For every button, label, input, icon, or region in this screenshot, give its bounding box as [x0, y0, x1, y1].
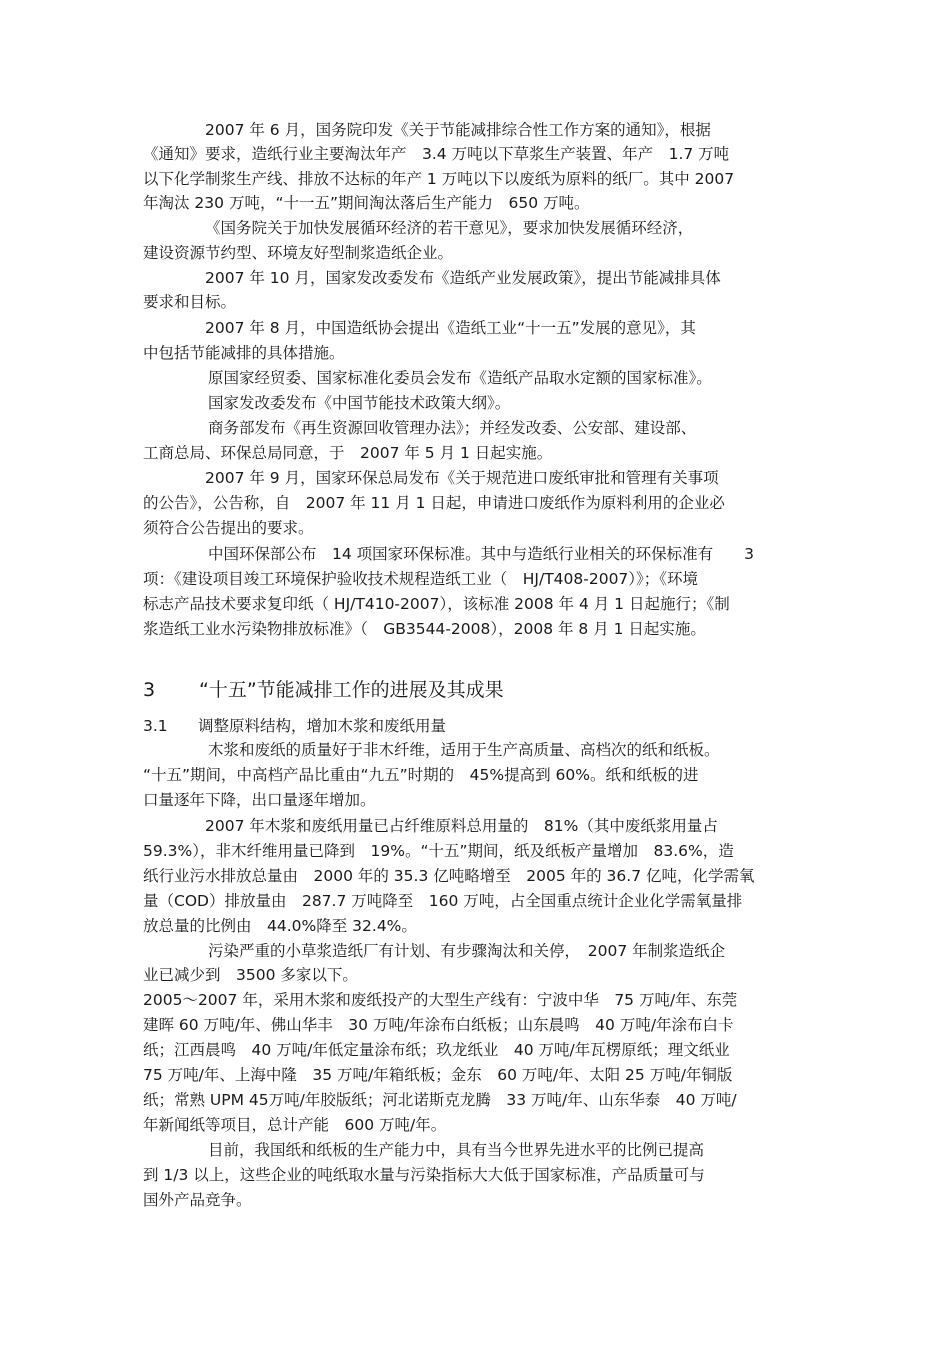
text-line: 2007 年 6 月，国务院印发《关于节能减排综合性工作方案的通知》，根据: [205, 121, 711, 139]
text-line: 《通知》要求，造纸行业主要淘汰年产 3.4 万吨以下草浆生产装置、年产 1.7 万吨: [143, 145, 730, 163]
text-line: 国家发改委发布《中国节能技术政策大纲》。: [208, 394, 511, 412]
text-line: 建晖 60 万吨/年、佛山华丰 30 万吨/年涂布白纸板；山东晨鸣 40 万吨/年涂布白卡: [143, 1016, 734, 1034]
text-line: 的公告》，公告称，自 2007 年 11 月 1 日起，申请进口废纸作为原料利用的企业必: [143, 494, 725, 512]
text-line: 标志产品技术要求复印纸（ HJ/T410-2007），该标准 2008 年 4 月 1 日起施行；《制: [143, 595, 730, 613]
text-line: 2007 年 10 月，国家发改委发布《造纸产业发展政策》，提出节能减排具体: [205, 269, 721, 287]
text-line: 到 1/3 以上，这些企业的吨纸取水量与污染指标大大低于国家标准，产品质量可与: [143, 1166, 705, 1184]
subsection-heading: [143, 714, 446, 738]
text-line: 商务部发布《再生资源回收管理办法》；并经发改委、公安部、建设部、: [208, 419, 697, 437]
text-line: 须符合公告提出的要求。: [143, 519, 314, 537]
text-line: 年淘汰 230 万吨，“十一五”期间淘汰落后生产能力 650 万吨。: [143, 194, 590, 212]
text-line: 纸；常熟 UPM 45万吨/年胶版纸；河北诺斯克龙腾 33 万吨/年、山东华泰 40 万吨/: [143, 1091, 737, 1109]
text-line: 原国家经贸委、国家标准化委员会发布《造纸产品取水定额的国家标准》。: [208, 369, 712, 387]
text-line: 浆造纸工业水污染物排放标准》（ GB3544-2008），2008 年 8 月 1 日起实施。: [143, 620, 706, 638]
text-line: 量（COD）排放量由 287.7 万吨降至 160 万吨，占全国重点统计企业化学需氧量排: [143, 892, 743, 910]
text-line: 中国环保部公布 14 项国家环保标准。其中与造纸行业相关的环保标准有 3: [208, 545, 755, 563]
text-line: 2005～2007 年，采用木浆和废纸投产的大型生产线有：宁波中华 75 万吨/年、东莞: [143, 991, 738, 1009]
text-line: 2007 年木浆和废纸用量已占纤维原料总用量的 81%（其中废纸浆用量占: [205, 817, 718, 835]
text-line: 国外产品竞争。: [143, 1191, 252, 1209]
text-line: 2007 年 9 月，国家环保总局发布《关于规范进口废纸审批和管理有关事项: [205, 469, 719, 487]
section-heading: [143, 676, 504, 704]
text-line: 以下化学制浆生产线、排放不达标的年产 1 万吨以下以废纸为原料的纸厂。其中 2007: [143, 170, 735, 188]
text-line: 污染严重的小草浆造纸厂有计划、有步骤淘汰和关停， 2007 年制浆造纸企: [208, 942, 726, 960]
text-line: 业已减少到 3500 多家以下。: [143, 966, 358, 984]
text-line: 59.3%），非木纤维用量已降到 19%。“十五”期间，纸及纸板产量增加 83.6%，造: [143, 842, 734, 860]
text-line: 中包括节能减排的具体措施。: [143, 344, 345, 362]
text-line: 项：《建设项目竣工环境保护验收技术规程造纸工业（ HJ/T408-2007）》；《环境: [143, 570, 699, 588]
text-line: 2007 年 8 月，中国造纸协会提出《造纸工业“十一五”发展的意见》，其: [205, 319, 696, 337]
text-line: 《国务院关于加快发展循环经济的若干意见》，要求加快发展循环经济，: [205, 219, 694, 237]
section-number: 3: [143, 679, 156, 701]
section-title: “十五”节能减排工作的进展及其成果: [199, 679, 504, 701]
text-line: 木浆和废纸的质量好于非木纤维，适用于生产高质量、高档次的纸和纸板。: [208, 741, 720, 759]
text-line: 要求和目标。: [143, 293, 237, 311]
subsection-number: 3.1: [143, 717, 168, 735]
text-line: 纸行业污水排放总量由 2000 年的 35.3 亿吨略增至 2005 年的 36.7 亿吨，化学需氧: [143, 867, 755, 885]
text-line: 目前，我国纸和纸板的生产能力中，具有当今世界先进水平的比例已提高: [208, 1141, 705, 1159]
subsection-title: 调整原料结构，增加木浆和废纸用量: [198, 717, 447, 735]
text-line: 年新闻纸等项目，总计产能 600 万吨/年。: [143, 1116, 447, 1134]
text-line: “十五”期间，中高档产品比重由“九五”时期的 45%提高到 60%。纸和纸板的进: [143, 766, 699, 784]
text-line: 工商总局、环保总局同意，于 2007 年 5 月 1 日起实施。: [143, 444, 553, 462]
text-line: 75 万吨/年、上海中隆 35 万吨/年箱纸板；金东 60 万吨/年、太阳 25 万吨/年铜版: [143, 1066, 733, 1084]
text-line: 纸；江西晨鸣 40 万吨/年低定量涂布纸；玖龙纸业 40 万吨/年瓦楞原纸；理文纸业: [143, 1041, 730, 1059]
text-line: 口量逐年下降，出口量逐年增加。: [143, 791, 376, 809]
text-line: 建设资源节约型、环境友好型制浆造纸企业。: [143, 244, 454, 262]
text-line: 放总量的比例由 44.0%降至 32.4%。: [143, 917, 417, 935]
